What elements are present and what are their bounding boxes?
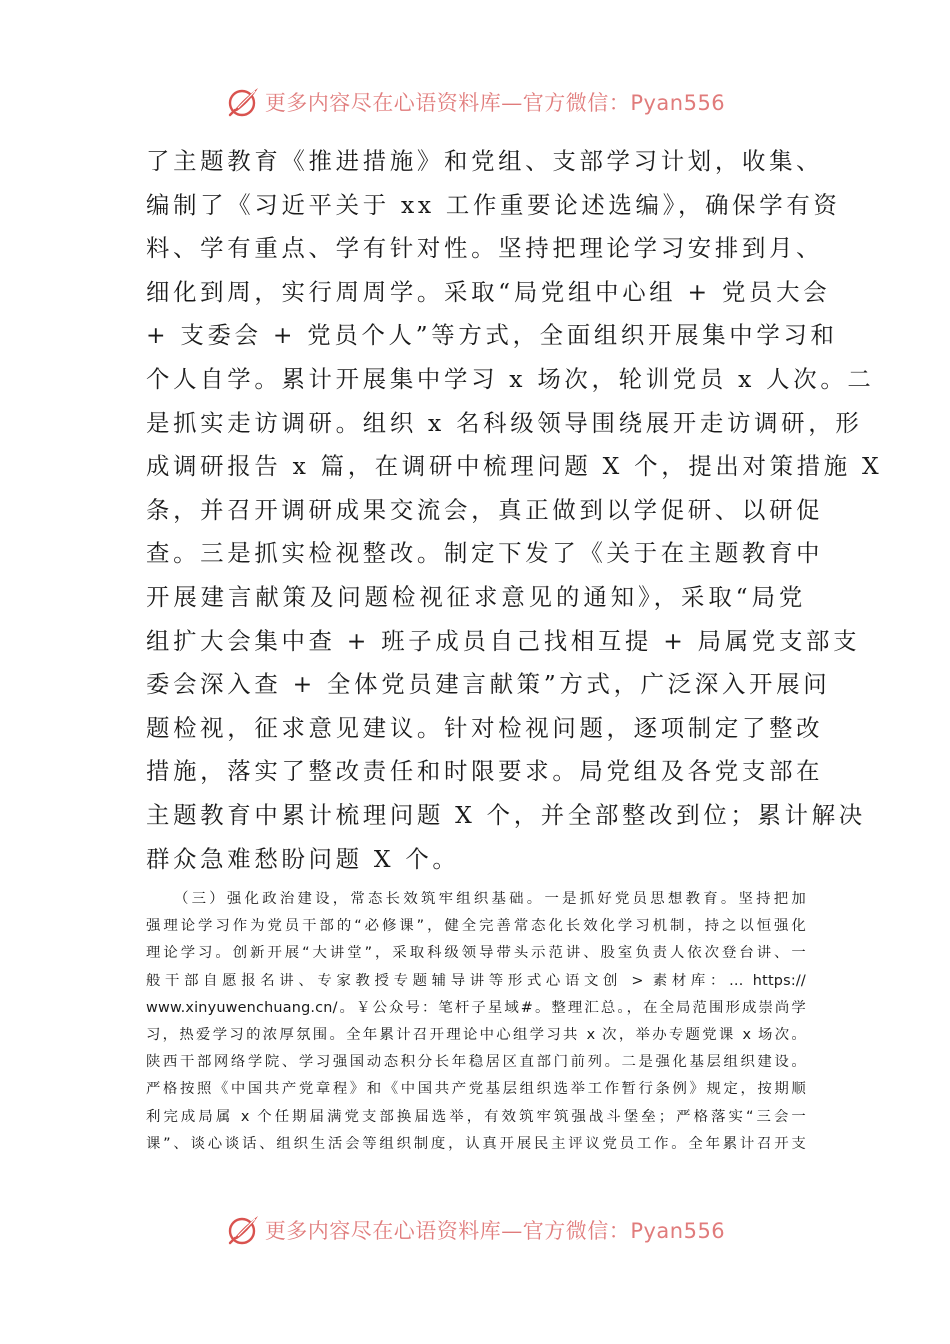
quill-logo-icon [225, 1212, 261, 1248]
text-line: 群众急难愁盼问题 X 个。 [146, 844, 460, 873]
text-line: 课”、谈心谈话、组织生活会等组织制度，认真开展民主评议党员工作。全年累计召开支 [146, 1135, 806, 1152]
text-line: + 支委会 + 党员个人”等方式，全面组织开展集中学习和 [146, 321, 838, 350]
text-line: www.xinyuwenchuang.cn/。￥公众号：笔杆子星域#。整理汇总。，在全局范围形成崇尚学 [146, 999, 806, 1016]
text-line: 强理论学习作为党员干部的“必修课”，健全完善常态化长效化学习机制，持之以恒强化 [146, 918, 806, 935]
text-line: 组扩大会集中查 + 班子成员自己找相互提 + 局属党支部支 [146, 626, 861, 655]
text-line: 利完成局属 x 个任期届满党支部换届选举，有效筑牢筑强战斗堡垒；严格落实“三会一 [146, 1108, 806, 1125]
text-line: 个人自学。累计开展集中学习 x 场次，轮训党员 x 人次。二 [146, 364, 875, 393]
watermark-text: 更多内容尽在心语资料库—官方微信：Pyan556 [264, 1219, 726, 1243]
text-line: 般干部自愿报名讲、专家教授专题辅导讲等形式心语文创 > 素材库：… https:// [146, 972, 806, 989]
text-line: 主题教育中累计梳理问题 X 个，并全部整改到位；累计解决 [146, 800, 866, 829]
text-line: 是抓实走访调研。组织 x 名科级领导围绕展开走访调研，形 [146, 408, 863, 437]
text-line: 题检视，征求意见建议。针对检视问题，逐项制定了整改 [146, 713, 824, 742]
text-line: 陕西干部网络学院、学习强国动态积分长年稳居区直部门前列。二是强化基层组织建设。 [146, 1054, 806, 1071]
text-line: 措施，落实了整改责任和时限要求。局党组及各党支部在 [146, 757, 824, 786]
text-line: 开展建言献策及问题检视征求意见的通知》，采取“局党 [146, 582, 806, 611]
watermark-banner-bottom [0, 1210, 950, 1250]
body-paragraph-small [146, 886, 806, 1158]
text-line: 料、学有重点、学有针对性。坚持把理论学习安排到月、 [146, 234, 824, 263]
watermark-banner-top [0, 82, 950, 122]
text-line: 了主题教育《推进措施》和党组、支部学习计划，收集、 [146, 147, 824, 175]
text-line: 理论学习。创新开展“大讲堂”，采取科级领导带头示范讲、股室负责人依次登台讲、一 [146, 945, 806, 962]
body-paragraph-large [146, 140, 883, 881]
text-line: 查。三是抓实检视整改。制定下发了《关于在主题教育中 [146, 539, 824, 568]
text-line: 细化到周，实行周周学。采取“局党组中心组 + 党员大会 [146, 277, 831, 306]
text-line: 习，热爱学习的浓厚氛围。全年累计召开理论中心组学习共 x 次，举办专题党课 x 场次。 [146, 1027, 806, 1044]
quill-logo-icon [225, 84, 261, 120]
text-line: 条，并召开调研成果交流会，真正做到以学促研、以研促 [146, 495, 824, 524]
text-line: （三）强化政治建设，常态长效筑牢组织基础。一是抓好党员思想教育。坚持把加 [174, 891, 806, 907]
watermark-text: 更多内容尽在心语资料库—官方微信：Pyan556 [264, 91, 726, 115]
text-line: 成调研报告 x 篇，在调研中梳理问题 X 个，提出对策措施 X [146, 452, 883, 481]
text-line: 委会深入查 + 全体党员建言献策”方式，广泛深入开展问 [146, 670, 831, 699]
text-line: 编制了《习近平关于 xx 工作重要论述选编》，确保学有资 [146, 190, 841, 219]
text-line: 严格按照《中国共产党章程》和《中国共产党基层组织选举工作暂行条例》规定，按期顺 [146, 1081, 806, 1098]
